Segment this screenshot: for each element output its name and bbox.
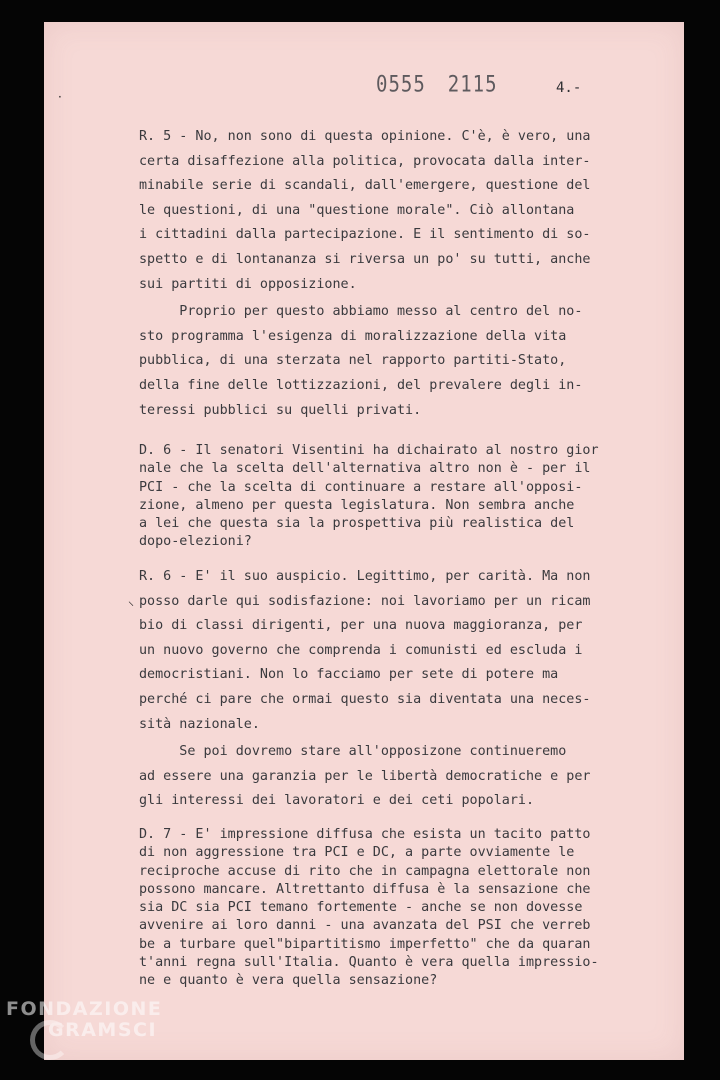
text-line: D. 7 - E' impressione diffusa che esista un tacito patto (139, 827, 591, 842)
archive-stamp-number (376, 72, 520, 97)
watermark-logo (6, 1000, 162, 1040)
text-line: della fine delle lottizzazioni, del prevalere degli in- (139, 377, 583, 393)
text-line: reciproche accuse di rito che in campagna elettorale non (139, 863, 591, 879)
text-line: Proprio per questo abbiamo messo al centro del no- (139, 304, 583, 320)
question-6 (139, 442, 639, 552)
text-line: nale che la scelta dell'alternativa altro non è - per il (139, 461, 591, 477)
text-line: gli interessi dei lavoratori e dei ceti popolari. (139, 793, 535, 809)
question-7 (139, 826, 639, 991)
text-line: sia DC sia PCI temano fortemente - anche se non dovesse (139, 900, 583, 916)
text-line: D. 6 - Il senatori Visentini ha dichairato al nostro gior (139, 443, 599, 458)
text-line: spetto e di lontananza si riversa un po' su tutti, anche (139, 251, 591, 267)
text-line: di non aggressione tra PCI e DC, a parte ovviamente le (139, 845, 575, 861)
text-line: teressi pubblici su quelli privati. (139, 402, 422, 418)
text-line: PCI - che la scelta di continuare a restare all'opposi- (139, 479, 583, 495)
stamp-right: 2115 (447, 72, 498, 98)
text-line: sità nazionale. (139, 716, 260, 732)
text-line: bio di classi dirigenti, per una nuova maggioranza, per (139, 618, 583, 634)
text-line: minabile serie di scandali, dall'emergere, questione del (139, 178, 591, 194)
text-line: certa disaffezione alla politica, provocata dalla inter- (139, 153, 591, 169)
text-line: un nuovo governo che comprenda i comunisti ed escluda i (139, 642, 583, 658)
watermark-line-2: GRAMSCI (48, 1019, 158, 1041)
text-line: t'anni regna sull'Italia. Quanto è vera quella impressio- (139, 955, 599, 971)
text-line: avvenire ai loro danni - una avanzata del PSI che verreb (139, 918, 591, 934)
text-line: possono mancare. Altrettanto diffusa è la sensazione che (139, 881, 591, 897)
page-number: 4.- (556, 80, 582, 96)
watermark-line-1: FONDAZIONE (6, 998, 163, 1020)
text-line: ne e quanto è vera quella sensazione? (139, 973, 438, 989)
text-line: sto programma l'esigenza di moralizzazione della vita (139, 328, 567, 344)
text-line: i cittadini dalla partecipazione. E il sentimento di so- (139, 227, 591, 243)
ink-mark: · (58, 90, 62, 104)
text-line: dopo-elezioni? (139, 534, 252, 550)
logo-ring-icon (30, 1020, 70, 1060)
text-line: a lei che questa sia la prospettiva più realistica del (139, 516, 575, 532)
answer-5 (139, 125, 639, 423)
text-line: posso darle qui sodisfazione: noi lavoriamo per un ricam (139, 593, 591, 609)
text-line: be a turbare quel"bipartitismo imperfetto" che da quaran (139, 936, 591, 952)
margin-mark: ⸜ (128, 594, 135, 608)
text-line: zione, almeno per questa legislatura. Non sembra anche (139, 497, 575, 513)
text-line: le questioni, di una "questione morale". Ciò allontana (139, 202, 575, 218)
answer-6 (139, 565, 639, 814)
stamp-left: 0555 (376, 72, 426, 98)
text-line: pubblica, di una sterzata nel rapporto partiti-Stato, (139, 353, 567, 369)
text-line: R. 6 - E' il suo auspicio. Legittimo, per carità. Ma non (139, 569, 591, 584)
text-line: sui partiti di opposizione. (139, 276, 357, 292)
text-line: R. 5 - No, non sono di questa opinione. C'è, è vero, una (139, 129, 591, 144)
text-line: Se poi dovremo stare all'opposizone continueremo (139, 744, 567, 760)
text-line: perché ci pare che ormai questo sia diventata una neces- (139, 691, 591, 707)
text-line: democristiani. Non lo facciamo per sete di potere ma (139, 667, 559, 683)
text-line: ad essere una garanzia per le libertà democratiche e per (139, 768, 591, 784)
